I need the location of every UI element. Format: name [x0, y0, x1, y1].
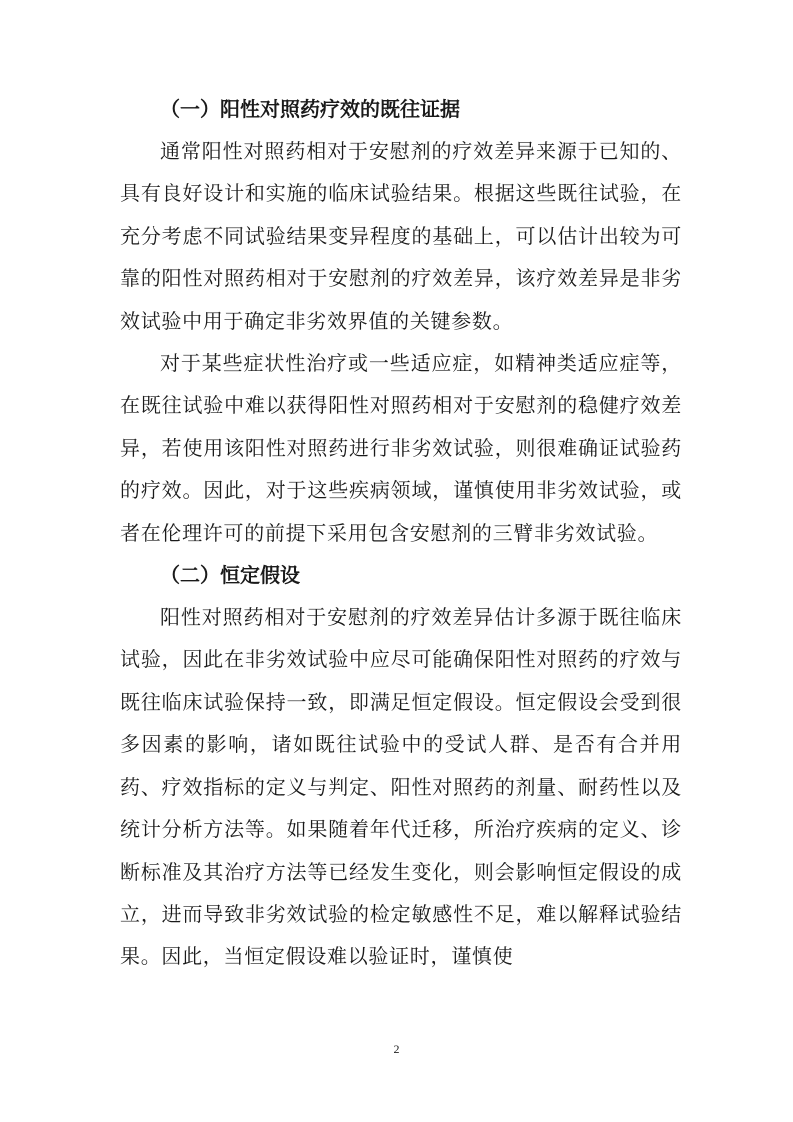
- page-number: 2: [393, 1042, 400, 1056]
- section-heading-2: （二）恒定假设: [160, 563, 300, 588]
- section-heading-1: （一）阳性对照药疗效的既往证据: [160, 97, 460, 121]
- paragraph-2: 对于某些症状性治疗或一些适应症，如精神类适应症等，在既往试验中难以获得阳性对照药相对于安慰剂的稳健疗效差异，若使用该阳性对照药进行非劣效试验，则很难确证试验药的疗效。因此，对于这些疾病领域，谨慎使用非劣效试验，或者在伦理许可的前提下采用包含安慰剂的三臂非劣效试验。: [120, 351, 682, 545]
- paragraph-3: 阳性对照药相对于安慰剂的疗效差异估计多源于既往临床试验，因此在非劣效试验中应尽可能确保阳性对照药的疗效与既往临床试验保持一致，即满足恒定假设。恒定假设会受到很多因素的影响，诸如既往试验中的受试人群、是否有合并用药、疗效指标的定义与判定、阳性对照药的剂量、耐药性以及统计分析方法等。如果随着年代迁移，所治疗疾病的定义、诊断标准及其治疗方法等已经发生变化，则会影响恒定假设的成立，进而导致非劣效试验的检定敏感性不足，难以解释试验结果。因此，当恒定假设难以验证时，谨慎使: [120, 605, 682, 969]
- paragraph-1: 通常阳性对照药相对于安慰剂的疗效差异来源于已知的、具有良好设计和实施的临床试验结果。根据这些既往试验，在充分考虑不同试验结果变异程度的基础上，可以估计出较为可靠的阳性对照药相对于安慰剂的疗效差异，该疗效差异是非劣效试验中用于确定非劣效界值的关键参数。: [120, 139, 682, 333]
- document-body: [120, 88, 682, 978]
